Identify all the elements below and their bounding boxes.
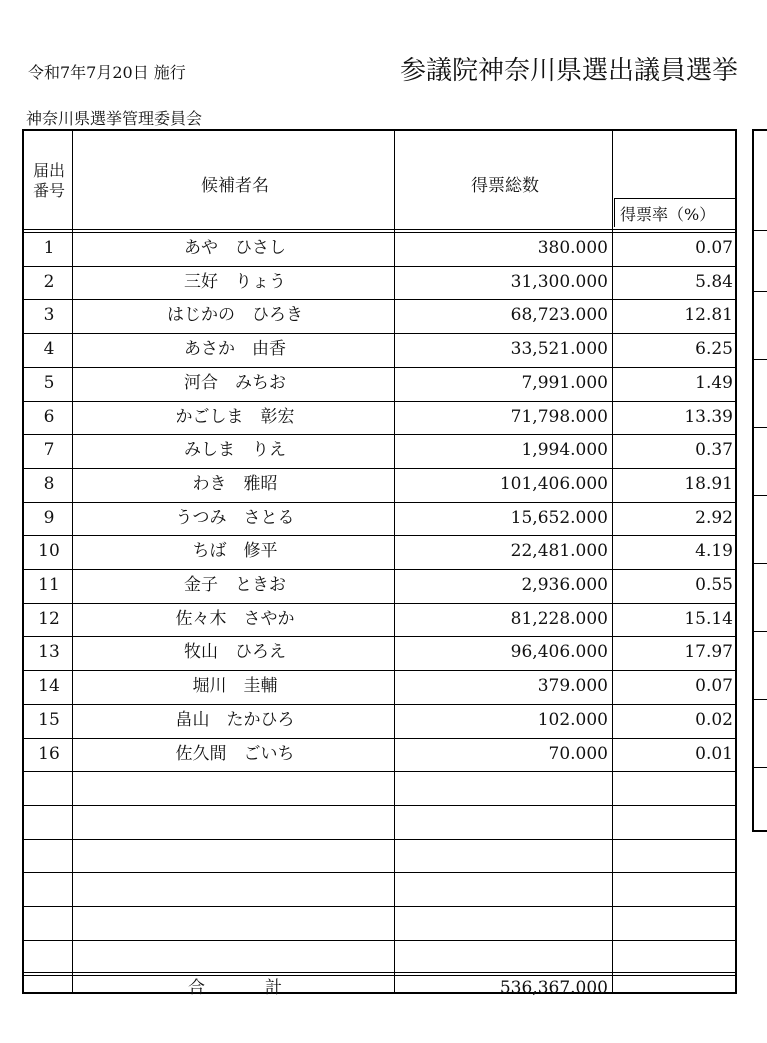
adjacent-row-divider [754, 291, 767, 292]
adjacent-row-divider [754, 563, 767, 564]
row-divider [24, 771, 735, 772]
candidate-name: 河合 みちお [184, 372, 286, 393]
candidate-name: 牧山 ひろえ [184, 642, 286, 663]
row-divider [24, 805, 735, 806]
candidate-name: 畠山 たかひろ [175, 709, 295, 730]
candidate-name: わき 雅昭 [192, 473, 278, 494]
candidate-votes: 81,228.000 [510, 608, 608, 629]
committee-name: 神奈川県選挙管理委員会 [26, 109, 203, 128]
candidate-vote-rate: 2.92 [695, 507, 733, 528]
header-number-line1: 届出 [32, 161, 65, 180]
candidate-number: 14 [38, 676, 60, 697]
adjacent-row-divider [754, 359, 767, 360]
header-candidate-name: 候補者名 [201, 176, 269, 196]
candidate-votes: 15,652.000 [510, 507, 608, 528]
candidate-name: はじかの ひろき [167, 305, 303, 326]
candidate-number: 7 [43, 440, 55, 461]
candidate-vote-rate: 0.55 [695, 575, 733, 595]
candidate-number: 4 [43, 339, 55, 360]
candidate-number: 5 [43, 372, 55, 393]
row-divider [24, 839, 735, 840]
adjacent-row-divider [754, 631, 767, 632]
column-divider [612, 131, 613, 992]
adjacent-row-divider [754, 767, 767, 768]
candidate-vote-rate: 12.81 [684, 305, 733, 326]
candidate-votes: 2,936.000 [521, 575, 608, 595]
candidate-vote-rate: 5.84 [695, 271, 733, 292]
candidate-number: 3 [43, 305, 55, 326]
row-divider [24, 940, 735, 941]
adjacent-row-divider [754, 699, 767, 700]
header-vote-rate: 得票率（%） [620, 205, 716, 224]
candidate-votes: 33,521.000 [510, 339, 608, 360]
candidate-vote-rate: 4.19 [695, 541, 733, 562]
candidate-vote-rate: 15.14 [684, 608, 733, 629]
header-total-votes: 得票総数 [471, 176, 539, 196]
candidate-number: 2 [43, 271, 55, 292]
candidate-votes: 7,991.000 [521, 372, 608, 393]
candidate-votes: 22,481.000 [510, 541, 608, 562]
candidate-number: 13 [38, 642, 60, 663]
election-title: 参議院神奈川県選出議員選挙 [400, 56, 739, 86]
candidate-vote-rate: 13.39 [684, 406, 733, 427]
candidate-vote-rate: 17.97 [684, 642, 733, 663]
row-divider [24, 872, 735, 873]
adjacent-table-edge [752, 129, 767, 832]
candidate-votes: 71,798.000 [510, 406, 608, 427]
candidate-name: うつみ さとる [175, 507, 295, 528]
candidate-name: 三好 りょう [184, 271, 286, 292]
results-table [22, 129, 737, 999]
row-divider [24, 906, 735, 907]
candidate-votes: 68,723.000 [510, 305, 608, 326]
candidate-vote-rate: 6.25 [695, 339, 733, 360]
header-number [24, 161, 74, 201]
candidate-number: 6 [43, 406, 55, 427]
candidate-name: 金子 ときお [184, 575, 286, 595]
candidate-name: 佐久間 ごいち [175, 743, 295, 764]
candidate-votes: 70.000 [548, 743, 608, 764]
candidate-votes: 101,406.000 [499, 473, 608, 494]
candidate-votes: 102.000 [537, 709, 608, 730]
candidate-number: 16 [38, 743, 60, 764]
candidate-name: みしま りえ [184, 440, 286, 461]
candidate-name: ちば 修平 [192, 541, 278, 562]
total-label: 合計 [188, 978, 342, 999]
candidate-votes: 380.000 [537, 238, 608, 258]
candidate-number: 11 [38, 575, 60, 595]
header-number-line2: 番号 [32, 181, 65, 200]
candidate-number: 8 [43, 473, 55, 494]
candidate-votes: 31,300.000 [510, 271, 608, 292]
candidate-vote-rate: 0.02 [695, 709, 733, 730]
candidate-vote-rate: 0.01 [695, 743, 733, 764]
candidate-number: 9 [43, 507, 55, 528]
election-date: 令和7年7月20日 施行 [28, 63, 186, 82]
candidate-vote-rate: 18.91 [684, 473, 733, 494]
candidate-name: あや ひさし [184, 238, 286, 258]
candidate-name: あさか 由香 [184, 339, 286, 360]
candidate-votes: 1,994.000 [521, 440, 608, 461]
candidate-number: 15 [38, 709, 60, 730]
adjacent-row-divider [754, 495, 767, 496]
adjacent-row-divider [754, 230, 767, 231]
candidate-vote-rate: 0.07 [695, 676, 733, 697]
candidate-name: 堀川 圭輔 [192, 676, 278, 697]
candidate-number: 10 [38, 541, 60, 562]
candidate-vote-rate: 0.37 [695, 440, 733, 461]
candidate-name: かごしま 彰宏 [175, 406, 295, 427]
candidate-name: 佐々木 さやか [175, 608, 295, 629]
candidate-number: 12 [38, 608, 60, 629]
candidate-votes: 379.000 [537, 676, 608, 697]
candidate-vote-rate: 0.07 [695, 238, 733, 258]
adjacent-row-divider [754, 427, 767, 428]
candidate-votes: 96,406.000 [510, 642, 608, 663]
total-votes: 536,367.000 [499, 978, 608, 999]
candidate-vote-rate: 1.49 [695, 372, 733, 393]
candidate-number: 1 [43, 238, 55, 258]
